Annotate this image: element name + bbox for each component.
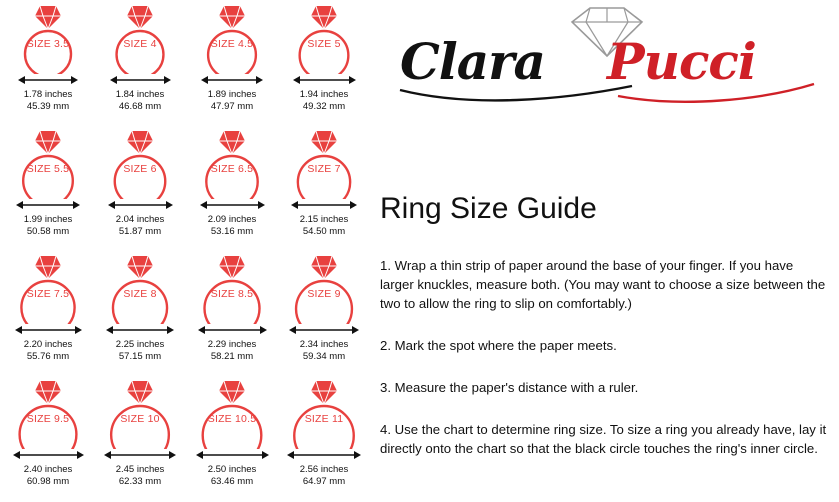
ring-illustration <box>278 252 370 324</box>
ring-illustration <box>94 252 186 324</box>
diameter-arrow <box>278 73 370 87</box>
ring-illustration <box>2 377 94 449</box>
diameter-arrow <box>94 73 186 87</box>
ring-size-cell <box>2 127 94 252</box>
arrow-icon <box>186 448 278 462</box>
ring-size-label: SIZE 6.5 <box>210 163 254 175</box>
ring-size-label: SIZE 5 <box>307 38 341 50</box>
instruction-step-2: 2. Mark the spot where the paper meets. <box>380 338 617 353</box>
ring-size-chart <box>0 0 368 501</box>
ring-size-label: SIZE 3.5 <box>26 38 70 50</box>
measure-inches: 2.04 inches <box>115 214 165 225</box>
ring-measurements <box>278 339 370 362</box>
diameter-arrow <box>2 198 94 212</box>
ring-illustration <box>278 2 370 74</box>
measure-inches: 2.50 inches <box>207 464 257 475</box>
measure-mm: 51.87 mm <box>118 225 162 237</box>
ring-measurements <box>2 214 94 237</box>
measure-mm: 63.46 mm <box>210 475 254 487</box>
diameter-arrow <box>186 73 278 87</box>
ring-size-cell <box>186 127 278 252</box>
arrow-icon <box>186 323 278 337</box>
measure-inches: 2.20 inches <box>23 339 73 350</box>
arrow-icon <box>2 73 94 87</box>
ring-size-cell <box>278 2 370 127</box>
ring-measurements <box>94 214 186 237</box>
instruction-step-1: 1. Wrap a thin strip of paper around the base of your finger. If you have larger knuckles, measure both. (You may want to choose a size between the two to allow the ring to slip on comfortably.) <box>380 258 826 311</box>
instruction-step-4: 4. Use the chart to determine ring size. To size a ring you already have, lay it directly onto the chart so that the black circle touches the ring's inner circle. <box>380 422 827 456</box>
ring-size-cell <box>2 252 94 377</box>
arrow-icon <box>278 323 370 337</box>
measure-inches: 2.25 inches <box>115 339 165 350</box>
ring-measurements <box>186 89 278 112</box>
ring-measurements <box>278 464 370 487</box>
measure-inches: 2.29 inches <box>207 339 257 350</box>
ring-size-cell <box>186 2 278 127</box>
measure-inches: 1.84 inches <box>115 89 165 100</box>
arrow-icon <box>94 198 186 212</box>
ring-size-label: SIZE 9.5 <box>26 413 70 425</box>
ring-illustration <box>2 127 94 199</box>
diameter-arrow <box>186 323 278 337</box>
diameter-arrow <box>94 198 186 212</box>
ring-size-cell <box>186 252 278 377</box>
diameter-arrow <box>186 448 278 462</box>
measure-inches: 1.99 inches <box>23 214 73 225</box>
arrow-icon <box>94 448 186 462</box>
measure-mm: 57.15 mm <box>118 350 162 362</box>
arrow-icon <box>278 448 370 462</box>
arrow-icon <box>94 323 186 337</box>
measure-mm: 49.32 mm <box>302 100 346 112</box>
ring-measurements <box>2 89 94 112</box>
measure-inches: 2.45 inches <box>115 464 165 475</box>
arrow-icon <box>2 198 94 212</box>
ring-measurements <box>186 214 278 237</box>
ring-size-label: SIZE 4.5 <box>210 38 254 50</box>
measure-mm: 54.50 mm <box>302 225 346 237</box>
diameter-arrow <box>94 323 186 337</box>
measure-mm: 62.33 mm <box>118 475 162 487</box>
ring-size-cell <box>94 2 186 127</box>
diameter-arrow <box>94 448 186 462</box>
measure-mm: 64.97 mm <box>302 475 346 487</box>
ring-illustration <box>186 127 278 199</box>
ring-illustration <box>2 2 94 74</box>
measure-inches: 2.40 inches <box>23 464 73 475</box>
measure-mm: 50.58 mm <box>26 225 70 237</box>
ring-size-label: SIZE 8 <box>123 288 157 300</box>
ring-size-cell <box>2 377 94 502</box>
brand-name-first: Clara <box>400 32 545 91</box>
measure-mm: 45.39 mm <box>26 100 70 112</box>
arrow-icon <box>2 448 94 462</box>
measure-mm: 55.76 mm <box>26 350 70 362</box>
measure-inches: 2.09 inches <box>207 214 257 225</box>
ring-measurements <box>2 339 94 362</box>
ring-size-cell <box>94 377 186 502</box>
ring-illustration <box>2 252 94 324</box>
guide-panel <box>372 0 839 501</box>
ring-size-cell <box>278 252 370 377</box>
ring-size-label: SIZE 7.5 <box>26 288 70 300</box>
arrow-icon <box>278 198 370 212</box>
diameter-arrow <box>2 73 94 87</box>
ring-measurements <box>94 464 186 487</box>
ring-illustration <box>278 377 370 449</box>
ring-size-label: SIZE 8.5 <box>210 288 254 300</box>
measure-mm: 47.97 mm <box>210 100 254 112</box>
ring-illustration <box>94 127 186 199</box>
measure-inches: 1.78 inches <box>23 89 73 100</box>
ring-illustration <box>278 127 370 199</box>
measure-inches: 1.89 inches <box>207 89 257 100</box>
ring-measurements <box>278 89 370 112</box>
instruction-step-3: 3. Measure the paper's distance with a ruler. <box>380 380 639 395</box>
ring-size-cell <box>186 377 278 502</box>
measure-mm: 53.16 mm <box>210 225 254 237</box>
brand-logo <box>382 4 832 104</box>
ring-size-label: SIZE 10.5 <box>207 413 257 425</box>
ring-measurements <box>2 464 94 487</box>
ring-measurements <box>186 464 278 487</box>
ring-size-label: SIZE 6 <box>123 163 157 175</box>
arrow-icon <box>94 73 186 87</box>
measure-mm: 60.98 mm <box>26 475 70 487</box>
arrow-icon <box>186 198 278 212</box>
ring-measurements <box>186 339 278 362</box>
ring-size-label: SIZE 4 <box>123 38 157 50</box>
measure-mm: 58.21 mm <box>210 350 254 362</box>
ring-illustration <box>186 252 278 324</box>
ring-illustration <box>186 377 278 449</box>
measure-inches: 2.15 inches <box>299 214 349 225</box>
measure-mm: 46.68 mm <box>118 100 162 112</box>
measure-inches: 1.94 inches <box>299 89 349 100</box>
page-title: Ring Size Guide <box>380 192 597 225</box>
brand-name-last: Pucci <box>607 32 756 91</box>
diameter-arrow <box>2 323 94 337</box>
arrow-icon <box>2 323 94 337</box>
ring-size-label: SIZE 10 <box>120 413 160 425</box>
ring-measurements <box>94 339 186 362</box>
ring-size-cell <box>94 252 186 377</box>
ring-size-cell <box>94 127 186 252</box>
ring-size-cell <box>278 127 370 252</box>
diameter-arrow <box>2 448 94 462</box>
ring-size-label: SIZE 5.5 <box>26 163 70 175</box>
ring-measurements <box>94 89 186 112</box>
ring-illustration <box>94 377 186 449</box>
ring-illustration <box>186 2 278 74</box>
ring-size-label: SIZE 9 <box>307 288 341 300</box>
ring-size-cell <box>278 377 370 502</box>
measure-mm: 59.34 mm <box>302 350 346 362</box>
diameter-arrow <box>278 198 370 212</box>
measure-inches: 2.56 inches <box>299 464 349 475</box>
diameter-arrow <box>278 323 370 337</box>
ring-illustration <box>94 2 186 74</box>
arrow-icon <box>186 73 278 87</box>
arrow-icon <box>278 73 370 87</box>
diameter-arrow <box>186 198 278 212</box>
measure-inches: 2.34 inches <box>299 339 349 350</box>
ring-size-label: SIZE 11 <box>304 413 344 425</box>
diameter-arrow <box>278 448 370 462</box>
ring-size-cell <box>2 2 94 127</box>
ring-size-label: SIZE 7 <box>307 163 341 175</box>
ring-measurements <box>278 214 370 237</box>
